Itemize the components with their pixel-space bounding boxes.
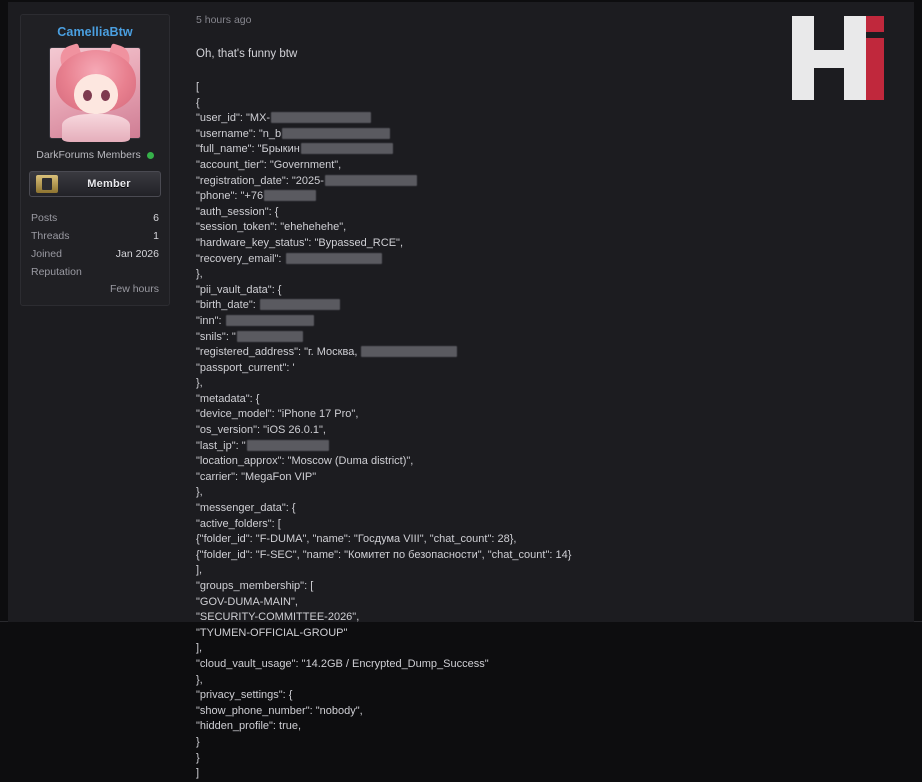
code-line: }, xyxy=(196,486,203,499)
redaction-bar xyxy=(325,175,417,186)
post-author-column xyxy=(8,2,180,622)
code-line: "privacy_settings": { xyxy=(196,689,293,702)
code-line: ] xyxy=(196,767,200,780)
code-line: "passport_current": ' xyxy=(196,361,295,374)
stat-label: Threads xyxy=(31,230,70,242)
stat-label: Joined xyxy=(31,248,62,260)
post-content-column xyxy=(180,2,914,780)
online-status-icon xyxy=(147,152,154,159)
code-line: "active_folders": [ xyxy=(196,517,281,530)
code-line: "auth_session": { xyxy=(196,205,279,218)
code-line: "phone": "+76 xyxy=(196,189,900,205)
avatar-eye-right xyxy=(101,90,110,101)
code-line: "registration_date": "2025- xyxy=(196,174,900,190)
code-line: "groups_membership": [ xyxy=(196,580,314,592)
stat-value: 1 xyxy=(153,230,159,242)
redaction-bar xyxy=(361,346,457,357)
redaction-bar xyxy=(260,299,340,310)
code-line: }, xyxy=(196,673,203,686)
code-line: "session_token": "ehehehehe", xyxy=(196,221,347,234)
code-line: ], xyxy=(196,642,203,655)
code-line: "full_name": "Брыкин xyxy=(196,142,900,158)
code-line: "os_version": "iOS 26.0.1", xyxy=(196,424,326,437)
code-line: "metadata": { xyxy=(196,392,260,405)
code-line: "user_id": "MX- xyxy=(196,111,900,127)
code-line: {"folder_id": "F-SEC", "name": "Комитет по безопасности", "chat_count": 14} xyxy=(196,548,572,561)
code-line: "recovery_email": xyxy=(196,252,900,268)
membership-row xyxy=(29,149,161,161)
post-timestamp: 5 hours ago xyxy=(196,14,252,26)
code-line: "birth_date": xyxy=(196,298,900,314)
code-line: }, xyxy=(196,268,203,281)
code-line: } xyxy=(196,735,200,748)
redaction-bar xyxy=(301,143,393,154)
code-line: "username": "n_b xyxy=(196,127,900,143)
window-frame-left xyxy=(0,0,8,646)
code-line: }, xyxy=(196,377,203,390)
code-line: "inn": xyxy=(196,314,900,330)
stat-label: Reputation xyxy=(31,266,82,278)
membership-group-label: DarkForums Members xyxy=(36,149,141,161)
rank-banner xyxy=(29,171,161,197)
stat-value: Jan 2026 xyxy=(115,248,159,260)
code-line: "TYUMEN-OFFICIAL-GROUP" xyxy=(196,626,348,639)
rank-badge-icon xyxy=(36,175,58,193)
hi-logo-icon xyxy=(792,16,884,100)
redaction-bar xyxy=(247,440,329,451)
code-line: "hardware_key_status": "Bypassed_RCE", xyxy=(196,236,403,249)
window-frame-right xyxy=(914,0,922,646)
code-line: "account_tier": "Government", xyxy=(196,158,342,171)
code-line: "registered_address": "г. Москва, xyxy=(196,345,900,361)
forum-post xyxy=(8,2,914,780)
redaction-bar xyxy=(237,331,303,342)
avatar-eye-left xyxy=(83,90,92,101)
code-line: "messenger_data": { xyxy=(196,502,296,515)
author-username[interactable]: CamelliaBtw xyxy=(57,25,133,39)
code-line: "hidden_profile": true, xyxy=(196,720,302,733)
post-message: Oh, that's funny btw xyxy=(196,48,298,60)
code-line: "SECURITY-COMMITTEE-2026", xyxy=(196,611,360,624)
avatar[interactable] xyxy=(49,47,141,139)
avatar-body xyxy=(62,114,130,142)
code-line: "carrier": "MegaFon VIP" xyxy=(196,470,317,483)
avatar-face xyxy=(74,74,118,114)
code-line: "GOV-DUMA-MAIN", xyxy=(196,595,298,608)
code-line: "device_model": "iPhone 17 Pro", xyxy=(196,408,359,421)
code-line: ], xyxy=(196,564,203,577)
code-line: } xyxy=(196,751,200,764)
code-dump-block xyxy=(196,80,900,782)
stat-row-posts xyxy=(29,209,161,227)
rank-label: Member xyxy=(87,178,131,190)
code-line: "snils": " xyxy=(196,330,900,346)
redaction-bar xyxy=(282,128,390,139)
code-line: "pii_vault_data": { xyxy=(196,283,282,296)
code-line: "show_phone_number": "nobody", xyxy=(196,704,363,717)
stat-row-reputation xyxy=(29,263,161,281)
stat-note: Few hours xyxy=(109,283,159,295)
code-line: { xyxy=(196,96,200,109)
author-stats xyxy=(29,209,161,295)
redaction-bar xyxy=(271,112,371,123)
code-line: [ xyxy=(196,81,200,93)
code-line: "cloud_vault_usage": "14.2GB / Encrypted_Dump_Success" xyxy=(196,657,489,670)
stat-value: 6 xyxy=(153,212,159,224)
code-line: {"folder_id": "F-DUMA", "name": "Госдума VIII", "chat_count": 28}, xyxy=(196,533,517,546)
redaction-bar xyxy=(264,190,316,201)
stat-row-threads xyxy=(29,227,161,245)
code-line: "last_ip": " xyxy=(196,439,900,455)
redaction-bar xyxy=(226,315,314,326)
code-line: "location_approx": "Moscow (Duma district)", xyxy=(196,455,414,468)
author-card xyxy=(20,14,170,306)
stat-row-joined xyxy=(29,245,161,263)
stat-label: Posts xyxy=(31,212,58,224)
redaction-bar xyxy=(286,253,382,264)
